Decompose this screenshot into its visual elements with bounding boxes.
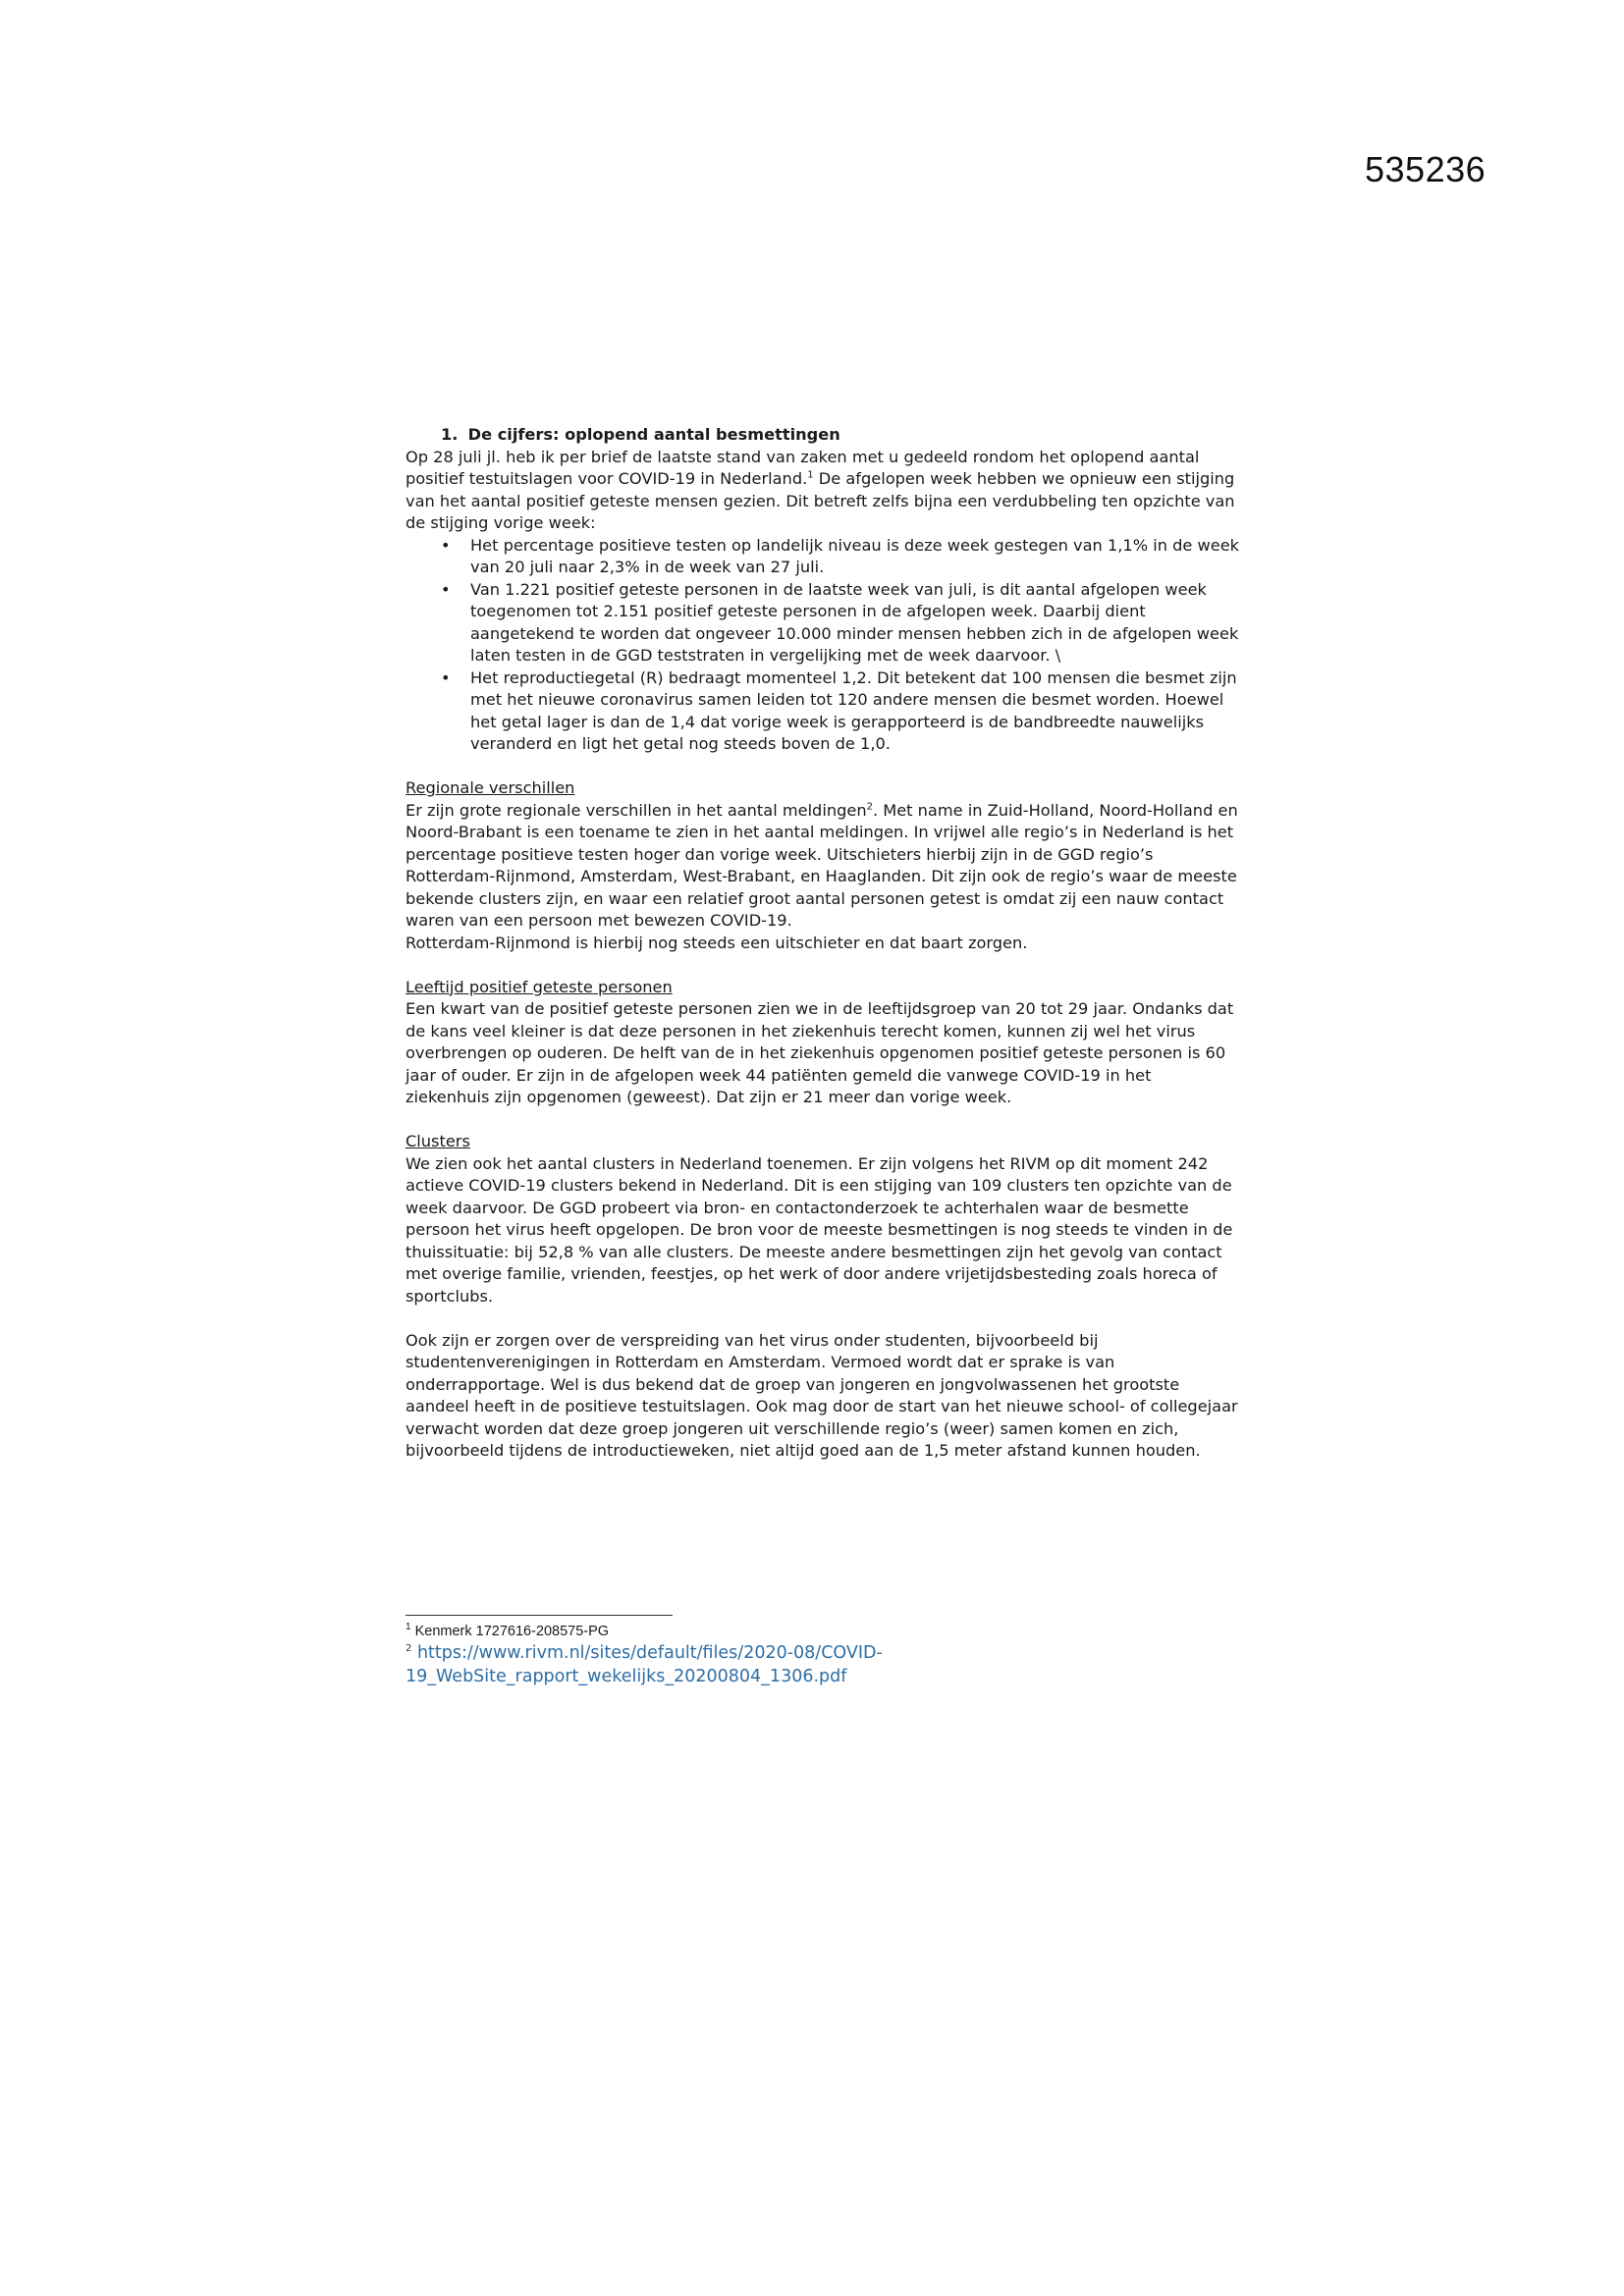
bullet-dot: • — [441, 579, 451, 599]
bullet-dot: • — [441, 535, 451, 555]
bullet-text: Het reproductiegetal (R) bedraagt momenteel 1,2. Dit betekent dat 100 mensen die besmet zijn met het nieuwe coronavirus samen leiden tot 120 andere mensen die besmet worden. Hoewel het getal lager is dan de 1,4 dat vorige week is gerapporteerd is de bandbreedte nauwelijks veranderd en ligt het getal nog steeds boven de 1,0. — [470, 667, 1237, 753]
bullet-text: Het percentage positieve testen op landelijk niveau is deze week gestegen van 1,1% in de week van 20 juli naar 2,3% in de week van 27 juli. — [470, 535, 1240, 576]
intro-text-part2: De afgelopen week hebben we opnieuw een stijging van het aantal positief geteste mensen gezien. Dit betreft zelfs bijna een verdubbeling ten opzichte van de stijging vorige week: — [406, 469, 1235, 532]
footnote-1-mark: 1 — [406, 1622, 411, 1633]
section-heading — [441, 424, 1240, 447]
footnote-ref-2[interactable]: 2 — [866, 801, 873, 813]
clusters-section — [406, 1131, 1240, 1308]
footnote-2-link-text-1[interactable]: https://www.rivm.nl/sites/default/files/2020-08/COVID- — [411, 1643, 883, 1663]
intro-paragraph — [406, 447, 1240, 535]
bullet-dot: • — [441, 667, 451, 687]
bullet-list — [406, 535, 1240, 756]
bullet-item — [406, 667, 1240, 756]
age-paragraph: Een kwart van de positief geteste personen zien we in de leeftijdsgroep van 20 tot 29 jaar. Ondanks dat de kans veel kleiner is dat deze personen in het ziekenhuis terecht komen, kunnen zij wel het virus overbrengen op ouderen. De helft van de in het ziekenhuis opgenomen positief geteste personen is 60 jaar of ouder. Er zijn in de afgelopen week 44 patiënten gemeld die vanwege COVID-19 in het ziekenhuis zijn opgenomen (geweest). Dat zijn er 21 meer dan vorige week. — [406, 999, 1234, 1106]
footnote-separator — [406, 1615, 673, 1616]
document-body — [406, 424, 1240, 1463]
bullet-item — [406, 535, 1240, 579]
intro-text-part1: Op 28 juli jl. heb ik per brief de laatste stand van zaken met u gedeeld rondom het oplopend aantal positief testuitslagen voor COVID-19 in Nederland. — [406, 447, 1200, 488]
footnote-2-link-line-2[interactable]: 19_WebSite_rapport_wekelijks_20200804_1306.pdf — [406, 1667, 847, 1686]
section-title: De cijfers: oplopend aantal besmettingen — [467, 425, 840, 444]
footnote-1-text: Kenmerk 1727616-208575-PG — [410, 1624, 610, 1639]
footnote-ref-1[interactable]: 1 — [807, 469, 814, 481]
document-id: 535236 — [1365, 149, 1487, 189]
regional-section — [406, 777, 1240, 954]
footnote-2 — [406, 1641, 1044, 1688]
clusters-paragraph: We zien ook het aantal clusters in Nederland toenemen. Er zijn volgens het RIVM op dit moment 242 actieve COVID-19 clusters bekend in Nederland. Dit is een stijging van 109 clusters ten opzichte van de week daarvoor. De GGD probeert via bron- en contactonderzoek te achterhalen waar de besmette persoon het virus heeft opgelopen. De bron voor de meeste besmettingen is nog steeds te vinden in de thuissituatie: bij 52,8 % van alle clusters. De meeste andere besmettingen zijn het gevolg van contact met overige familie, vrienden, feestjes, op het werk of door andere vrijetijdsbesteding zoals horeca of sportclubs. — [406, 1153, 1233, 1306]
clusters-heading: Clusters — [406, 1132, 470, 1150]
students-section — [406, 1330, 1240, 1463]
students-paragraph: Ook zijn er zorgen over de verspreiding van het virus onder studenten, bijvoorbeeld bij studentenverenigingen in Rotterdam en Amsterdam. Vermoed wordt dat er sprake is van onderrapportage. Wel is dus bekend dat de groep van jongeren en jongvolwassenen het grootste aandeel heeft in de positieve testuitslagen. Ook mag door de start van het nieuwe school- of collegejaar verwacht worden dat deze groep jongeren uit verschillende regio’s (weer) samen komen en zich, bijvoorbeeld tijdens de introductieweken, niet altijd goed aan de 1,5 meter afstand kunnen houden. — [406, 1330, 1238, 1460]
regional-paragraph — [406, 800, 1240, 933]
regional-text-part1: Er zijn grote regionale verschillen in het aantal meldingen — [406, 800, 867, 820]
footnotes — [406, 1615, 1044, 1688]
footnote-2-link-line-1[interactable] — [406, 1641, 1044, 1665]
bullet-text: Van 1.221 positief geteste personen in de laatste week van juli, is dit aantal afgelopen week toegenomen tot 2.151 positief geteste personen in de afgelopen week. Daarbij dient aangetekend te worden dat ongeveer 10.000 minder mensen hebben zich in de afgelopen week laten testen in de GGD teststraten in vergelijking met de week daarvoor. \ — [470, 579, 1239, 665]
section-number: 1. — [441, 425, 459, 444]
bullet-item — [406, 579, 1240, 667]
regional-heading: Regionale verschillen — [406, 778, 575, 797]
footnote-2-mark: 2 — [406, 1643, 412, 1655]
regional-text-part2: . Met name in Zuid-Holland, Noord-Holland en Noord-Brabant is een toename te zien in het aantal meldingen. In vrijwel alle regio’s in Nederland is het percentage positieve testen hoger dan vorige week. Uitschieters hierbij zijn in de GGD regio’s Rotterdam-Rijnmond, Amsterdam, West-Brabant, en Haaglanden. Dit zijn ook de regio’s waar de meeste bekende clusters zijn, en waar een relatief groot aantal personen getest is omdat zij een nauw contact waren van een persoon met bewezen COVID-19. — [406, 800, 1238, 930]
regional-paragraph-2: Rotterdam-Rijnmond is hierbij nog steeds een uitschieter en dat baart zorgen. — [406, 933, 1028, 952]
age-section — [406, 977, 1240, 1109]
footnote-1 — [406, 1622, 1044, 1641]
age-heading: Leeftijd positief geteste personen — [406, 977, 673, 996]
